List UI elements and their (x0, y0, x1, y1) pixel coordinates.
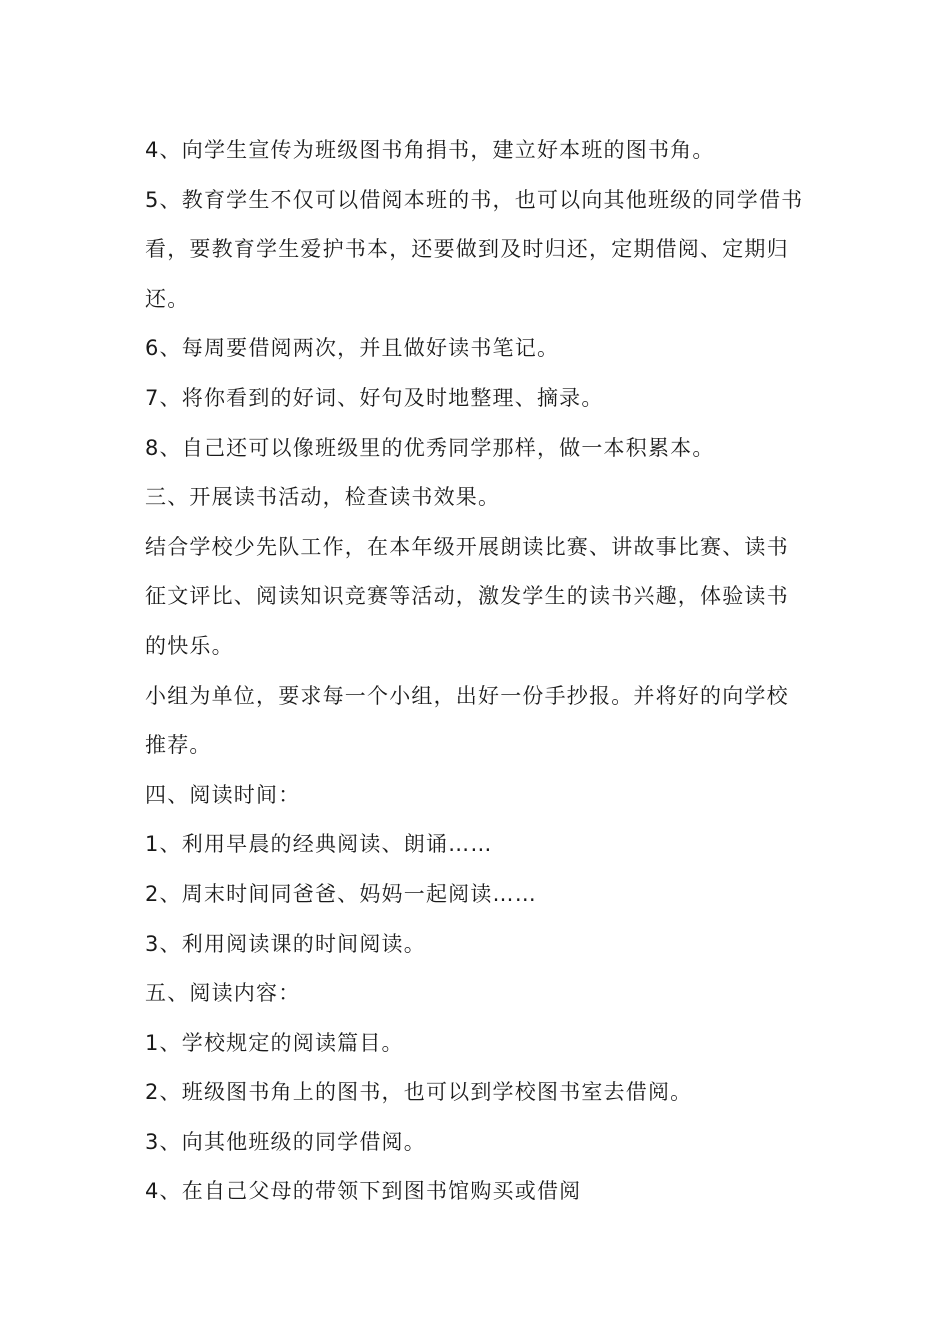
text-line: 征文评比、阅读知识竞赛等活动，激发学生的读书兴趣，体验读书 (145, 584, 789, 609)
section-heading: 五、阅读内容： (145, 981, 301, 1006)
text-line: 看，要教育学生爱护书本，还要做到及时归还，定期借阅、定期归 (145, 237, 789, 262)
text-line: 结合学校少先队工作，在本年级开展朗读比赛、讲故事比赛、读书 (145, 534, 789, 559)
text-line: 的快乐。 (145, 633, 234, 658)
text-line: 3、向其他班级的同学借阅。 (145, 1129, 426, 1154)
text-line: 推荐。 (145, 733, 212, 758)
text-line: 4、在自己父母的带领下到图书馆购买或借阅 (145, 1179, 582, 1204)
text-line: 7、将你看到的好词、好句及时地整理、摘录。 (145, 385, 604, 410)
text-line: 小组为单位，要求每一个小组，出好一份手抄报。并将好的向学校 (145, 683, 789, 708)
text-line: 5、教育学生不仅可以借阅本班的书，也可以向其他班级的同学借书 (145, 187, 804, 212)
text-line: 3、利用阅读课的时间阅读。 (145, 931, 426, 956)
section-heading: 四、阅读时间： (145, 782, 301, 807)
text-line: 1、学校规定的阅读篇目。 (145, 1030, 404, 1055)
text-line: 2、周末时间同爸爸、妈妈一起阅读…… (145, 881, 537, 906)
text-line: 6、每周要借阅两次，并且做好读书笔记。 (145, 336, 560, 361)
section-heading: 三、开展读书活动，检查读书效果。 (145, 485, 501, 510)
text-line: 8、自己还可以像班级里的优秀同学那样，做一本积累本。 (145, 435, 715, 460)
text-line: 4、向学生宣传为班级图书角捐书，建立好本班的图书角。 (145, 138, 715, 162)
document-body (145, 126, 815, 1217)
text-line: 还。 (145, 286, 190, 311)
text-line: 1、利用早晨的经典阅读、朗诵…… (145, 832, 493, 857)
text-line: 2、班级图书角上的图书，也可以到学校图书室去借阅。 (145, 1080, 693, 1105)
